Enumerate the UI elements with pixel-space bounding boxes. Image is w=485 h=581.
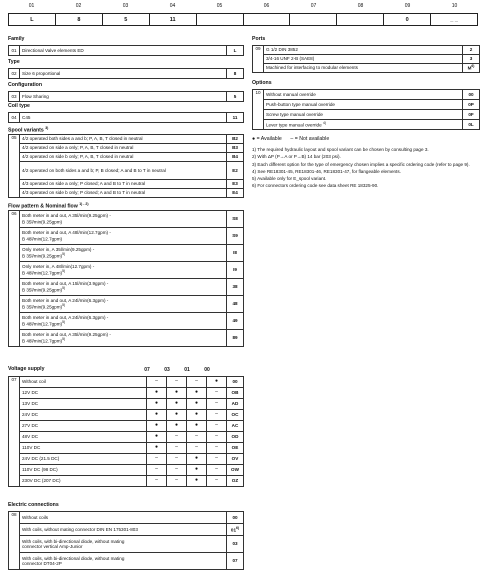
coil-type-text: C45	[20, 113, 227, 123]
note-text: See RE18301-45, RE18301-46, RE18301-47, for flangeable elements.	[257, 168, 401, 174]
voltage-text: 27V DC	[20, 421, 147, 432]
flow-sup: 5)	[62, 302, 66, 307]
note-text: For connectors ordering code see data sheet RE 18325-90.	[257, 183, 379, 189]
flow-line-2-text: B 48l/min(12.7gpm)	[22, 321, 63, 327]
spool-num: 05	[9, 135, 20, 198]
code-value: 5	[103, 14, 150, 25]
voltage-col-header	[137, 368, 217, 374]
type-code: 8	[227, 69, 244, 79]
options-code: 0P	[463, 100, 480, 110]
voltage-mark: –	[167, 476, 187, 487]
code-position-header	[8, 4, 478, 13]
flow-line-2	[22, 253, 224, 259]
voltage-code: AC	[227, 421, 244, 432]
code-value	[337, 14, 384, 25]
voltage-code: OE	[227, 443, 244, 454]
voltage-mark: –	[187, 377, 207, 388]
code-value	[244, 14, 291, 25]
voltage-mark: –	[207, 443, 227, 454]
voltage-mark: ●	[187, 476, 207, 487]
flow-text	[20, 330, 227, 347]
spool-code: E4	[227, 189, 244, 198]
voltage-mark: –	[167, 454, 187, 465]
ports-num: 09	[253, 46, 264, 73]
spool-text: 4/2 operated on side b only; P, A, B, T closed in neutral	[20, 153, 227, 162]
flow-sup: 5)	[62, 319, 66, 324]
flow-line-2	[22, 219, 224, 225]
type-text: Size 6 proportional	[20, 69, 227, 79]
flow-title-text: Flow pattern & Nominal flow	[8, 203, 78, 210]
flow-line-1: Both meter in and out, A 35l/min(9.25gpm) -	[22, 332, 111, 338]
voltage-col: 00	[204, 367, 210, 373]
note-num: 3)	[252, 161, 257, 167]
flow-line-1: Both meter in and out, A 24l/min(6.3gpm) -	[22, 298, 109, 304]
flow-text	[20, 296, 227, 313]
note	[252, 162, 480, 167]
electric-text	[20, 553, 227, 570]
flow-line-2-text: B 48l/min(12.7gpm)	[22, 270, 63, 276]
spool-text: 4/3 operated on side a only; P closed; A and B to T in neutral	[20, 180, 227, 189]
flow-code: 48	[227, 296, 244, 313]
configuration-code: 5	[227, 92, 244, 102]
voltage-code: OV	[227, 454, 244, 465]
flow-line-2	[22, 287, 224, 293]
voltage-mark: –	[207, 465, 227, 476]
voltage-mark: ●	[187, 454, 207, 465]
legend-available: = Available	[256, 136, 282, 142]
type-table	[8, 68, 244, 79]
voltage-code: AD	[227, 399, 244, 410]
voltage-text: Without coil	[20, 377, 147, 388]
note-num: 6)	[252, 183, 257, 189]
coil-type-num: 04	[9, 113, 20, 123]
ports-table	[252, 45, 480, 73]
options-text-label: Lever type manual override	[266, 122, 322, 128]
code-value: 8	[56, 14, 103, 25]
code-position: 08	[357, 3, 364, 9]
voltage-mark: –	[207, 432, 227, 443]
electric-text: Without coils	[20, 512, 227, 524]
electric-code: 03	[227, 536, 244, 553]
voltage-col: 07	[144, 367, 150, 373]
voltage-mark: –	[207, 421, 227, 432]
code-value: 0	[384, 14, 431, 25]
voltage-col: 03	[164, 367, 170, 373]
voltage-mark: ●	[167, 421, 187, 432]
options-text: Push-button type manual override	[264, 100, 463, 110]
configuration-text: Flow Sharing	[20, 92, 227, 102]
voltage-mark: ●	[147, 388, 167, 399]
flow-code: S8	[227, 211, 244, 228]
flow-line-2-text: B 35l/min(9.25gpm)	[22, 304, 63, 310]
ports-code	[463, 64, 480, 73]
legend	[252, 137, 480, 143]
flow-line-2	[22, 236, 224, 242]
code-position: 02	[75, 3, 82, 9]
voltage-mark: –	[147, 465, 167, 476]
spool-text: 4/2 operated both sides a and b; P, A, B, T closed in neutral	[20, 135, 227, 144]
spool-code: E3	[227, 180, 244, 189]
flow-text	[20, 279, 227, 296]
voltage-mark: ●	[187, 399, 207, 410]
options-text: Screw type manual override	[264, 110, 463, 120]
note-num: 4)	[252, 168, 257, 174]
ports-code: 2	[463, 46, 480, 55]
notes-block	[252, 137, 480, 191]
voltage-mark: ●	[187, 410, 207, 421]
electric-table	[8, 511, 244, 570]
spool-code: B3	[227, 144, 244, 153]
note-text: With ΔP (P→A or P→B) 14 bar (203 psi).	[257, 154, 341, 160]
code-position: 04	[169, 3, 176, 9]
flow-code: 49	[227, 313, 244, 330]
spool-code: B2	[227, 135, 244, 144]
voltage-mark: –	[147, 454, 167, 465]
flow-code: 89	[227, 330, 244, 347]
coil-type-table	[8, 112, 244, 123]
flow-title-sup: 1) - 2)	[79, 202, 89, 206]
electric-num: 08	[9, 512, 20, 570]
flow-line-2	[22, 304, 224, 310]
note-text: Each different option for the type of emergency chosen implies a specific ordering code (refer to page 9).	[257, 161, 470, 167]
voltage-num: 07	[9, 377, 20, 487]
flow-text	[20, 245, 227, 262]
options-title: Options	[252, 80, 272, 86]
ordering-code-row	[8, 13, 478, 26]
code-position: 03	[122, 3, 129, 9]
dot-icon: ●	[252, 136, 256, 142]
note	[252, 147, 480, 152]
voltage-mark: –	[207, 388, 227, 399]
spool-code: E2	[227, 162, 244, 180]
voltage-mark: –	[147, 377, 167, 388]
voltage-mark: ●	[147, 432, 167, 443]
flow-table	[8, 210, 244, 347]
voltage-mark: –	[207, 476, 227, 487]
options-code: 00	[463, 90, 480, 100]
flow-text	[20, 313, 227, 330]
voltage-mark: ●	[187, 421, 207, 432]
flow-line-1: Both meter in and out, A 24l/min(6.3gpm) -	[22, 315, 109, 321]
electric-code: 07	[227, 553, 244, 570]
flow-line-2-text: B 48l/min(12.7gpm)	[22, 338, 63, 344]
options-text: Without manual override	[264, 90, 463, 100]
code-value: _ _	[450, 17, 458, 23]
code-position: 09	[404, 3, 411, 9]
voltage-text: 24V DC (21.5 DC)	[20, 454, 147, 465]
code-position: 06	[263, 3, 270, 9]
electric-sup: 6)	[236, 525, 240, 530]
electric-text	[20, 536, 227, 553]
ports-text: G 1/2 DIN 3852	[264, 46, 463, 55]
configuration-table	[8, 91, 244, 102]
voltage-code: OB	[227, 388, 244, 399]
voltage-mark: –	[167, 377, 187, 388]
legend-not-available: = Not available	[294, 136, 330, 142]
flow-line-1: Only meter in, A 35l/min(9.25gpm) -	[22, 247, 95, 253]
family-num: 01	[9, 46, 20, 56]
spool-text: 4/2 operated on side a only; P, A, B, T closed in neutral	[20, 144, 227, 153]
configuration-title: Configuration	[8, 82, 42, 88]
voltage-mark: ●	[187, 388, 207, 399]
voltage-mark: –	[167, 465, 187, 476]
flow-text	[20, 228, 227, 245]
note	[252, 154, 480, 159]
coil-type-code: 11	[227, 113, 244, 123]
ports-title: Ports	[252, 36, 266, 42]
voltage-mark: ●	[167, 410, 187, 421]
spool-text: 4/2 operated on both sides a and b; P, B closed; A and B to T in neutral	[20, 162, 227, 180]
flow-line-1: Both meter in and out, A 15l/min(3.9gpm) -	[22, 281, 109, 287]
spool-table	[8, 134, 244, 198]
voltage-mark: ●	[147, 399, 167, 410]
type-num: 02	[9, 69, 20, 79]
voltage-title: Voltage supply	[8, 366, 45, 372]
code-position: 07	[310, 3, 317, 9]
family-title: Family	[8, 36, 25, 42]
options-sup: 4)	[322, 120, 326, 125]
options-num: 10	[253, 90, 264, 130]
flow-line-1: Both meter in and out, A 48l/min(12.7gpm) -	[22, 230, 111, 236]
voltage-code: OD	[227, 432, 244, 443]
flow-line-2	[22, 270, 224, 276]
configuration-num: 03	[9, 92, 20, 102]
options-text	[264, 120, 463, 130]
flow-line-2	[22, 321, 224, 327]
voltage-mark: ●	[147, 421, 167, 432]
flow-code: S9	[227, 228, 244, 245]
voltage-mark: ●	[187, 465, 207, 476]
voltage-code: OZ	[227, 476, 244, 487]
note	[252, 183, 480, 188]
voltage-mark: ●	[207, 377, 227, 388]
code-position: 10	[451, 3, 458, 9]
note-num: 5)	[252, 176, 257, 182]
flow-sup: 5)	[62, 285, 66, 290]
voltage-code: 00	[227, 377, 244, 388]
family-code: L	[227, 46, 244, 56]
flow-line-2-text: B 35l/min(9.25gpm)	[22, 219, 63, 225]
voltage-mark: –	[167, 443, 187, 454]
voltage-text: 13V DC	[20, 399, 147, 410]
note	[252, 176, 480, 181]
code-position: 01	[28, 3, 35, 9]
flow-text	[20, 262, 227, 279]
note-num: 2)	[252, 154, 257, 160]
electric-code	[227, 524, 244, 536]
electric-text: With coils, without mating connector DIN EN 175301-803	[20, 524, 227, 536]
family-text: Directional Valve elements ED	[20, 46, 227, 56]
flow-line-1: Both meter in and out, A 35l/min(9.25gpm) -	[22, 213, 111, 219]
voltage-mark: ●	[167, 399, 187, 410]
voltage-code: OC	[227, 410, 244, 421]
voltage-text: 110V DC (98 DC)	[20, 465, 147, 476]
options-table	[252, 89, 480, 130]
electric-line-1: With coils, with bi-directional diode, without mating	[22, 555, 125, 561]
flow-sup: 5)	[62, 268, 66, 273]
code-value: 11	[150, 14, 197, 25]
ports-text: Machined for interfacing to modular elements	[264, 64, 463, 73]
voltage-mark: –	[167, 432, 187, 443]
note-text: Available only for E_spool variant.	[257, 176, 327, 182]
code-position: 05	[216, 3, 223, 9]
flow-sup: 5)	[62, 251, 66, 256]
electric-line-2: connector DT04-2P	[22, 561, 62, 566]
type-title: Type	[8, 59, 20, 65]
ports-code-text: M	[467, 65, 472, 71]
options-code: 0F	[463, 110, 480, 120]
voltage-mark: –	[207, 410, 227, 421]
voltage-mark: –	[207, 399, 227, 410]
code-value	[290, 14, 337, 25]
spool-text: 4/3 operated on side b only; P closed; A and B to T in neutral	[20, 189, 227, 198]
voltage-mark: –	[147, 476, 167, 487]
spool-title-text: Spool variants	[8, 127, 44, 134]
flow-code: I8	[227, 245, 244, 262]
ports-sup: 6)	[471, 64, 475, 69]
voltage-code: OW	[227, 465, 244, 476]
voltage-text: 48V DC	[20, 432, 147, 443]
flow-code: 38	[227, 279, 244, 296]
electric-title: Electric connections	[8, 502, 59, 508]
voltage-text: 24V DC	[20, 410, 147, 421]
electric-line-2: connector vertical Amp-Junior	[22, 544, 83, 549]
voltage-col: 01	[184, 367, 190, 373]
voltage-mark: –	[187, 443, 207, 454]
coil-type-title: Coil type	[8, 103, 30, 109]
note-num: 1)	[252, 146, 257, 152]
voltage-text: 230V DC (207 DC)	[20, 476, 147, 487]
voltage-mark: –	[187, 432, 207, 443]
flow-line-2	[22, 338, 224, 344]
flow-line-2-text: B 35l/min(9.25gpm)	[22, 253, 63, 259]
electric-line-1: With coils, with bi-directional diode, without mating	[22, 538, 125, 544]
options-code: 0L	[463, 120, 480, 130]
voltage-text: 110V DC	[20, 443, 147, 454]
ports-text: 3/4-16 UNF 2-B (SAE8)	[264, 55, 463, 64]
voltage-text: 12V DC	[20, 388, 147, 399]
electric-code-text: 01	[230, 527, 237, 533]
voltage-mark: –	[207, 454, 227, 465]
spool-title-sup: 3)	[45, 126, 49, 130]
voltage-mark: ●	[167, 388, 187, 399]
note-text: The required hydraulic layout and spool variant can be chosen by consulting page 3.	[257, 146, 429, 152]
voltage-mark: ●	[147, 410, 167, 421]
spool-code: B4	[227, 153, 244, 162]
family-table	[8, 45, 244, 56]
flow-line-1: Only meter in, A 48l/min(12.7gpm) -	[22, 264, 95, 270]
flow-sup: 5)	[62, 336, 66, 341]
code-value: L	[9, 14, 56, 25]
flow-line-2-text: B 48l/min(12.7gpm)	[22, 236, 63, 242]
voltage-table	[8, 376, 244, 487]
ports-code: 3	[463, 55, 480, 64]
dash-icon: –	[290, 136, 294, 142]
code-value	[197, 14, 244, 25]
flow-text	[20, 211, 227, 228]
electric-code: 00	[227, 512, 244, 524]
flow-line-2-text: B 35l/min(9.25gpm)	[22, 287, 63, 293]
flow-num: 06	[9, 211, 20, 347]
note	[252, 169, 480, 174]
flow-code: I9	[227, 262, 244, 279]
voltage-mark: ●	[147, 443, 167, 454]
